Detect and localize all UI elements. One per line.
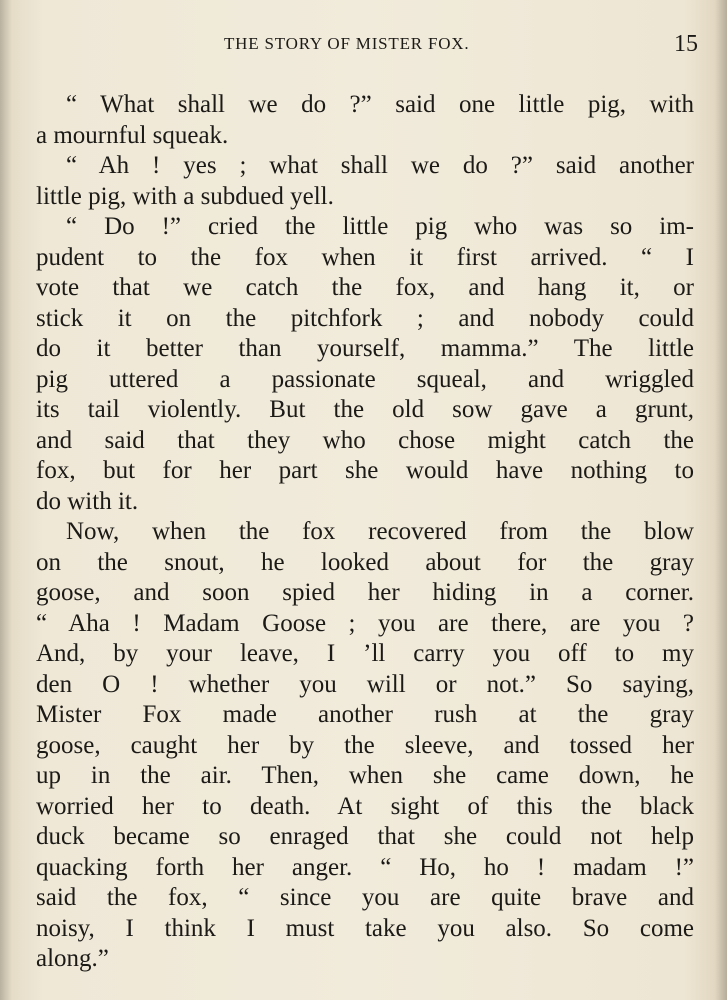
text-line: worried her to death. At sight of this the black: [36, 792, 694, 820]
text-line: “ Ah ! yes ; what shall we do ?” said another: [66, 152, 694, 179]
text-line: fox, but for her part she would have nothing to: [36, 457, 694, 484]
text-line: “ What shall we do ?” said one little pig, with: [66, 91, 694, 118]
text-line: on the snout, he looked about for the gray: [36, 548, 694, 576]
text-line: up in the air. Then, when she came down, he: [36, 762, 694, 789]
text-line: said the fox, “ since you are quite brave and: [36, 884, 694, 911]
page-number: 15: [674, 31, 698, 57]
text-line: its tail violently. But the old sow gave a grunt,: [36, 396, 694, 423]
text-line: Now, when the fox recovered from the blow: [66, 518, 694, 545]
text-line: and said that they who chose might catch the: [36, 426, 694, 454]
text-line: goose, and soon spied her hiding in a corner.: [36, 579, 694, 606]
page-edge-shadow-left: [0, 0, 12, 1000]
page-edge-shadow-right: [715, 0, 727, 1000]
text-line: And, by your leave, I ’ll carry you off to my: [36, 640, 694, 667]
text-line: “ Aha ! Madam Goose ; you are there, are you ?: [36, 609, 694, 637]
text-line: stick it on the pitchfork ; and nobody could: [36, 304, 694, 332]
text-line: duck became so enraged that she could not help: [36, 823, 694, 850]
text-line: little pig, with a subdued yell.: [36, 182, 334, 210]
running-head: THE STORY OF MISTER FOX.: [224, 34, 470, 53]
text-line: pig uttered a passionate squeal, and wriggled: [36, 365, 694, 393]
text-line: goose, caught her by the sleeve, and tossed her: [36, 731, 694, 759]
text-line: a mournful squeak.: [36, 121, 229, 149]
body-text: [36, 90, 694, 975]
text-line: along.”: [36, 945, 109, 972]
text-line: do with it.: [36, 487, 139, 515]
text-line: den O ! whether you will or not.” So saying,: [36, 670, 694, 698]
text-line: noisy, I think I must take you also. So come: [36, 914, 694, 942]
text-line: “ Do !” cried the little pig who was so im-: [66, 213, 694, 240]
text-line: Mister Fox made another rush at the gray: [36, 701, 694, 728]
text-line: quacking forth her anger. “ Ho, ho ! madam !”: [36, 853, 694, 881]
text-line: do it better than yourself, mamma.” The little: [36, 335, 694, 362]
text-line: vote that we catch the fox, and hang it, or: [36, 274, 694, 301]
text-line: pudent to the fox when it first arrived. “ I: [36, 243, 694, 271]
